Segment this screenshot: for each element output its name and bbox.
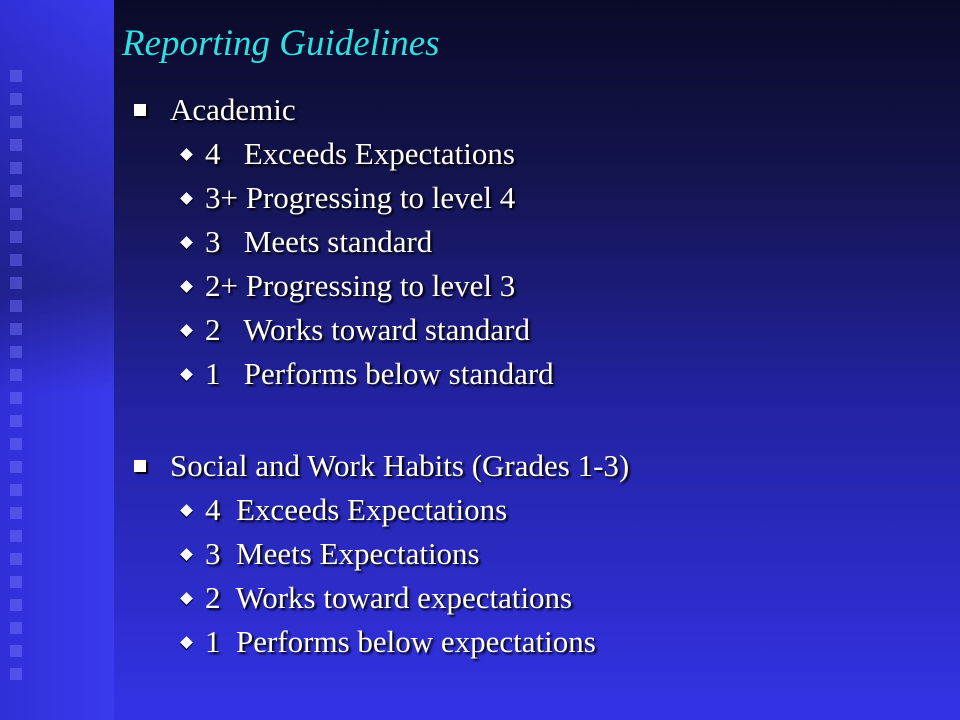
decorative-square bbox=[10, 622, 22, 634]
decorative-square bbox=[10, 254, 22, 266]
decorative-square bbox=[10, 392, 22, 404]
decorative-square bbox=[10, 231, 22, 243]
list-item bbox=[134, 264, 934, 308]
decorative-square bbox=[10, 553, 22, 565]
decorative-square bbox=[10, 645, 22, 657]
decorative-square bbox=[10, 346, 22, 358]
diamond-bullet-icon bbox=[180, 592, 193, 605]
list-item bbox=[134, 488, 934, 532]
diamond-bullet-icon bbox=[180, 368, 193, 381]
list-item-label: 4 Exceeds Expectations bbox=[205, 492, 508, 527]
list-item-label: 3 Meets standard bbox=[205, 224, 433, 259]
list-item bbox=[134, 620, 934, 664]
list-item-label: 2 Works toward expectations bbox=[205, 580, 573, 615]
section-heading-label: Social and Work Habits (Grades 1-3) bbox=[170, 448, 630, 483]
decorative-square bbox=[10, 599, 22, 611]
diamond-bullet-icon bbox=[180, 148, 193, 161]
list-item-label: 2 Works toward standard bbox=[205, 312, 530, 347]
decorative-square bbox=[10, 507, 22, 519]
list-item bbox=[134, 220, 934, 264]
decorative-square bbox=[10, 576, 22, 588]
diamond-bullet-icon bbox=[180, 324, 193, 337]
list-item-label: 3 Meets Expectations bbox=[205, 536, 480, 571]
decorative-left-band bbox=[0, 0, 114, 720]
decorative-square bbox=[10, 208, 22, 220]
decorative-square bbox=[10, 668, 22, 680]
list-item-label: 1 Performs below standard bbox=[205, 356, 554, 391]
square-bullet-icon bbox=[134, 104, 146, 116]
decorative-square bbox=[10, 438, 22, 450]
section-heading-academic bbox=[134, 88, 934, 132]
diamond-bullet-icon bbox=[180, 548, 193, 561]
decorative-square bbox=[10, 415, 22, 427]
decorative-square bbox=[10, 300, 22, 312]
decorative-square bbox=[10, 461, 22, 473]
decorative-square bbox=[10, 484, 22, 496]
decorative-square bbox=[10, 93, 22, 105]
list-item-label: 2+ Progressing to level 3 bbox=[205, 268, 516, 303]
diamond-bullet-icon bbox=[180, 280, 193, 293]
section-spacer bbox=[134, 396, 934, 444]
diamond-bullet-icon bbox=[180, 236, 193, 249]
diamond-bullet-icon bbox=[180, 504, 193, 517]
list-item bbox=[134, 532, 934, 576]
slide-title: Reporting Guidelines bbox=[122, 23, 440, 64]
list-item-label: 1 Performs below expectations bbox=[205, 624, 596, 659]
diamond-bullet-icon bbox=[180, 192, 193, 205]
list-item bbox=[134, 576, 934, 620]
decorative-square bbox=[10, 162, 22, 174]
section-heading-social-work-habits bbox=[134, 444, 934, 488]
decorative-square bbox=[10, 185, 22, 197]
decorative-square bbox=[10, 277, 22, 289]
decorative-square bbox=[10, 530, 22, 542]
decorative-square bbox=[10, 369, 22, 381]
diamond-bullet-icon bbox=[180, 636, 193, 649]
square-bullet-icon bbox=[134, 460, 146, 472]
list-item-label: 4 Exceeds Expectations bbox=[205, 136, 515, 171]
slide-body bbox=[134, 88, 934, 664]
decorative-square bbox=[10, 70, 22, 82]
list-item bbox=[134, 352, 934, 396]
list-item bbox=[134, 132, 934, 176]
decorative-square bbox=[10, 323, 22, 335]
decorative-square-column bbox=[4, 70, 26, 700]
decorative-square bbox=[10, 139, 22, 151]
list-item-label: 3+ Progressing to level 4 bbox=[205, 180, 516, 215]
list-item bbox=[134, 176, 934, 220]
decorative-square bbox=[10, 116, 22, 128]
section-heading-label: Academic bbox=[170, 92, 296, 127]
list-item bbox=[134, 308, 934, 352]
